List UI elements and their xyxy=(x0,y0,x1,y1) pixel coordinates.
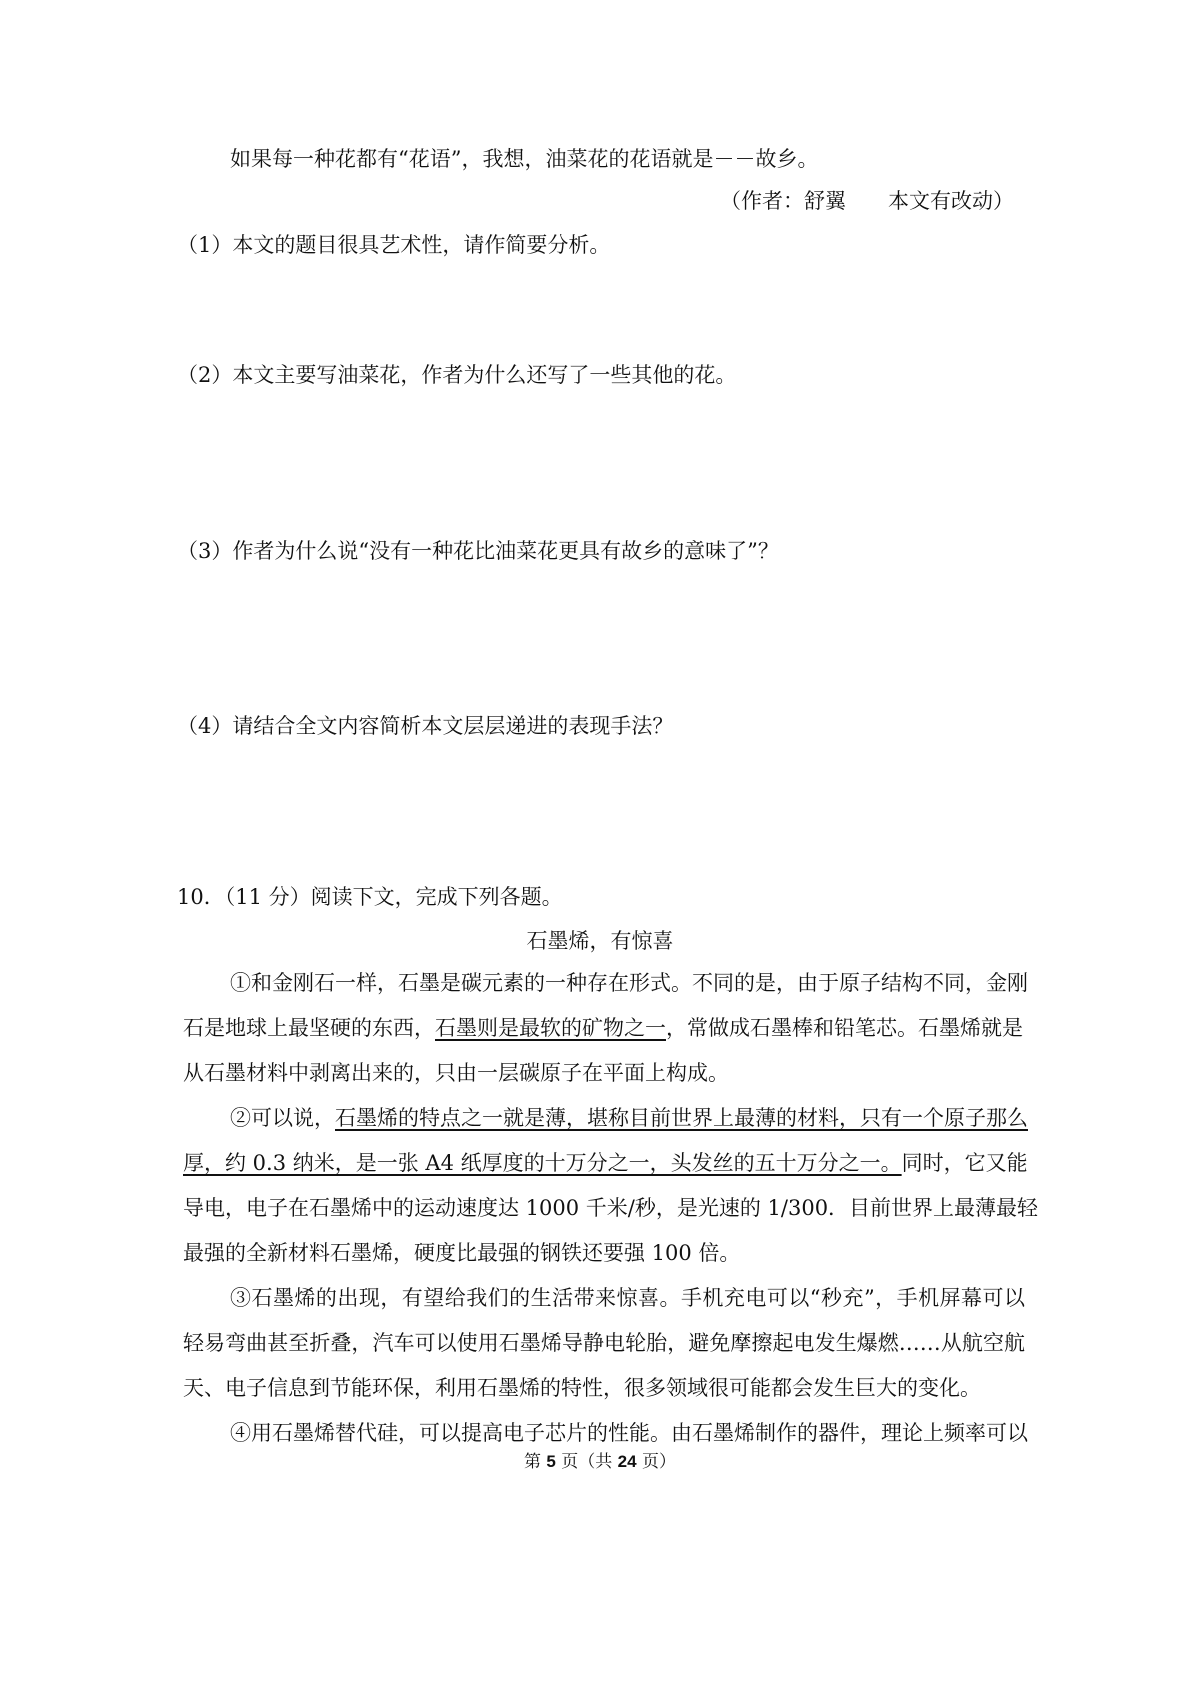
p3-line-3: 天、电子信息到节能环保，利用石墨烯的特性，很多领域很可能都会发生巨大的变化。 xyxy=(183,1376,981,1400)
p1-line-2-end: ，常做成石墨棒和铅笔芯。石墨烯就是 xyxy=(666,1016,1023,1040)
p2-line-3: 导电，电子在石墨烯中的运动速度达 1000 千米/秒，是光速的 1/300．目前世界上最薄最轻 xyxy=(183,1196,1039,1220)
p2-underlined-sentence-a: 石墨烯的特点之一就是薄，堪称目前世界上最薄的材料，只有一个原子那么 xyxy=(335,1106,1028,1130)
p2-line-4: 最强的全新材料石墨烯，硬度比最强的钢铁还要强 100 倍。 xyxy=(183,1241,741,1265)
passage-closing-line: 如果每一种花都有“花语”，我想，油菜花的花语就是－－故乡。 xyxy=(230,147,819,171)
p3-line-1: ③石墨烯的出现，有望给我们的生活带来惊喜。手机充电可以“秒充”，手机屏幕可以 xyxy=(230,1286,1025,1310)
footer-total-pages: 24 xyxy=(617,1452,637,1471)
p2-line-2 xyxy=(183,1148,1028,1178)
p1-line-3: 从石墨材料中剥离出来的，只由一层碳原子在平面上构成。 xyxy=(183,1061,729,1085)
p2-line-2-end: 同时，它又能 xyxy=(901,1151,1028,1175)
p2-underlined-sentence-b: 厚，约 0.3 纳米，是一张 A4 纸厚度的十万分之一，头发丝的五十万分之一。 xyxy=(183,1151,902,1175)
p2-line-1-start: ②可以说， xyxy=(230,1106,335,1130)
passage-attribution: （作者：舒翼 本文有改动） xyxy=(720,189,1014,213)
p1-line-2 xyxy=(183,1013,1025,1043)
question-3: （3）作者为什么说“没有一种花比油菜花更具有故乡的意味了”？ xyxy=(177,539,779,563)
article-title: 石墨烯，有惊喜 xyxy=(526,929,674,953)
question-2: （2）本文主要写油菜花，作者为什么还写了一些其他的花。 xyxy=(177,363,737,387)
p4-line-1: ④用石墨烯替代硅，可以提高电子芯片的性能。由石墨烯制作的器件，理论上频率可以 xyxy=(230,1421,1028,1445)
footer-prefix: 第 xyxy=(523,1452,547,1472)
footer-middle: 页（共 xyxy=(555,1452,618,1472)
section-10-heading: 10．（11 分）阅读下文，完成下列各题。 xyxy=(177,885,563,909)
p3-line-2: 轻易弯曲甚至折叠，汽车可以使用石墨烯导静电轮胎，避免摩擦起电发生爆燃……从航空航 xyxy=(183,1331,1025,1355)
p1-line-1: ①和金刚石一样，石墨是碳元素的一种存在形式。不同的是，由于原子结构不同，金刚 xyxy=(230,971,1028,995)
question-1: （1）本文的题目很具艺术性，请作简要分析。 xyxy=(177,233,611,257)
page-footer xyxy=(0,1450,1200,1474)
footer-suffix: 页） xyxy=(636,1452,676,1472)
footer-page-number: 5 xyxy=(546,1452,556,1471)
p1-line-2-start: 石是地球上最坚硬的东西， xyxy=(183,1016,435,1040)
question-4: （4）请结合全文内容简析本文层层递进的表现手法？ xyxy=(177,714,674,738)
p1-underlined-phrase: 石墨则是最软的矿物之一 xyxy=(435,1016,666,1040)
p2-line-1 xyxy=(230,1103,1028,1133)
